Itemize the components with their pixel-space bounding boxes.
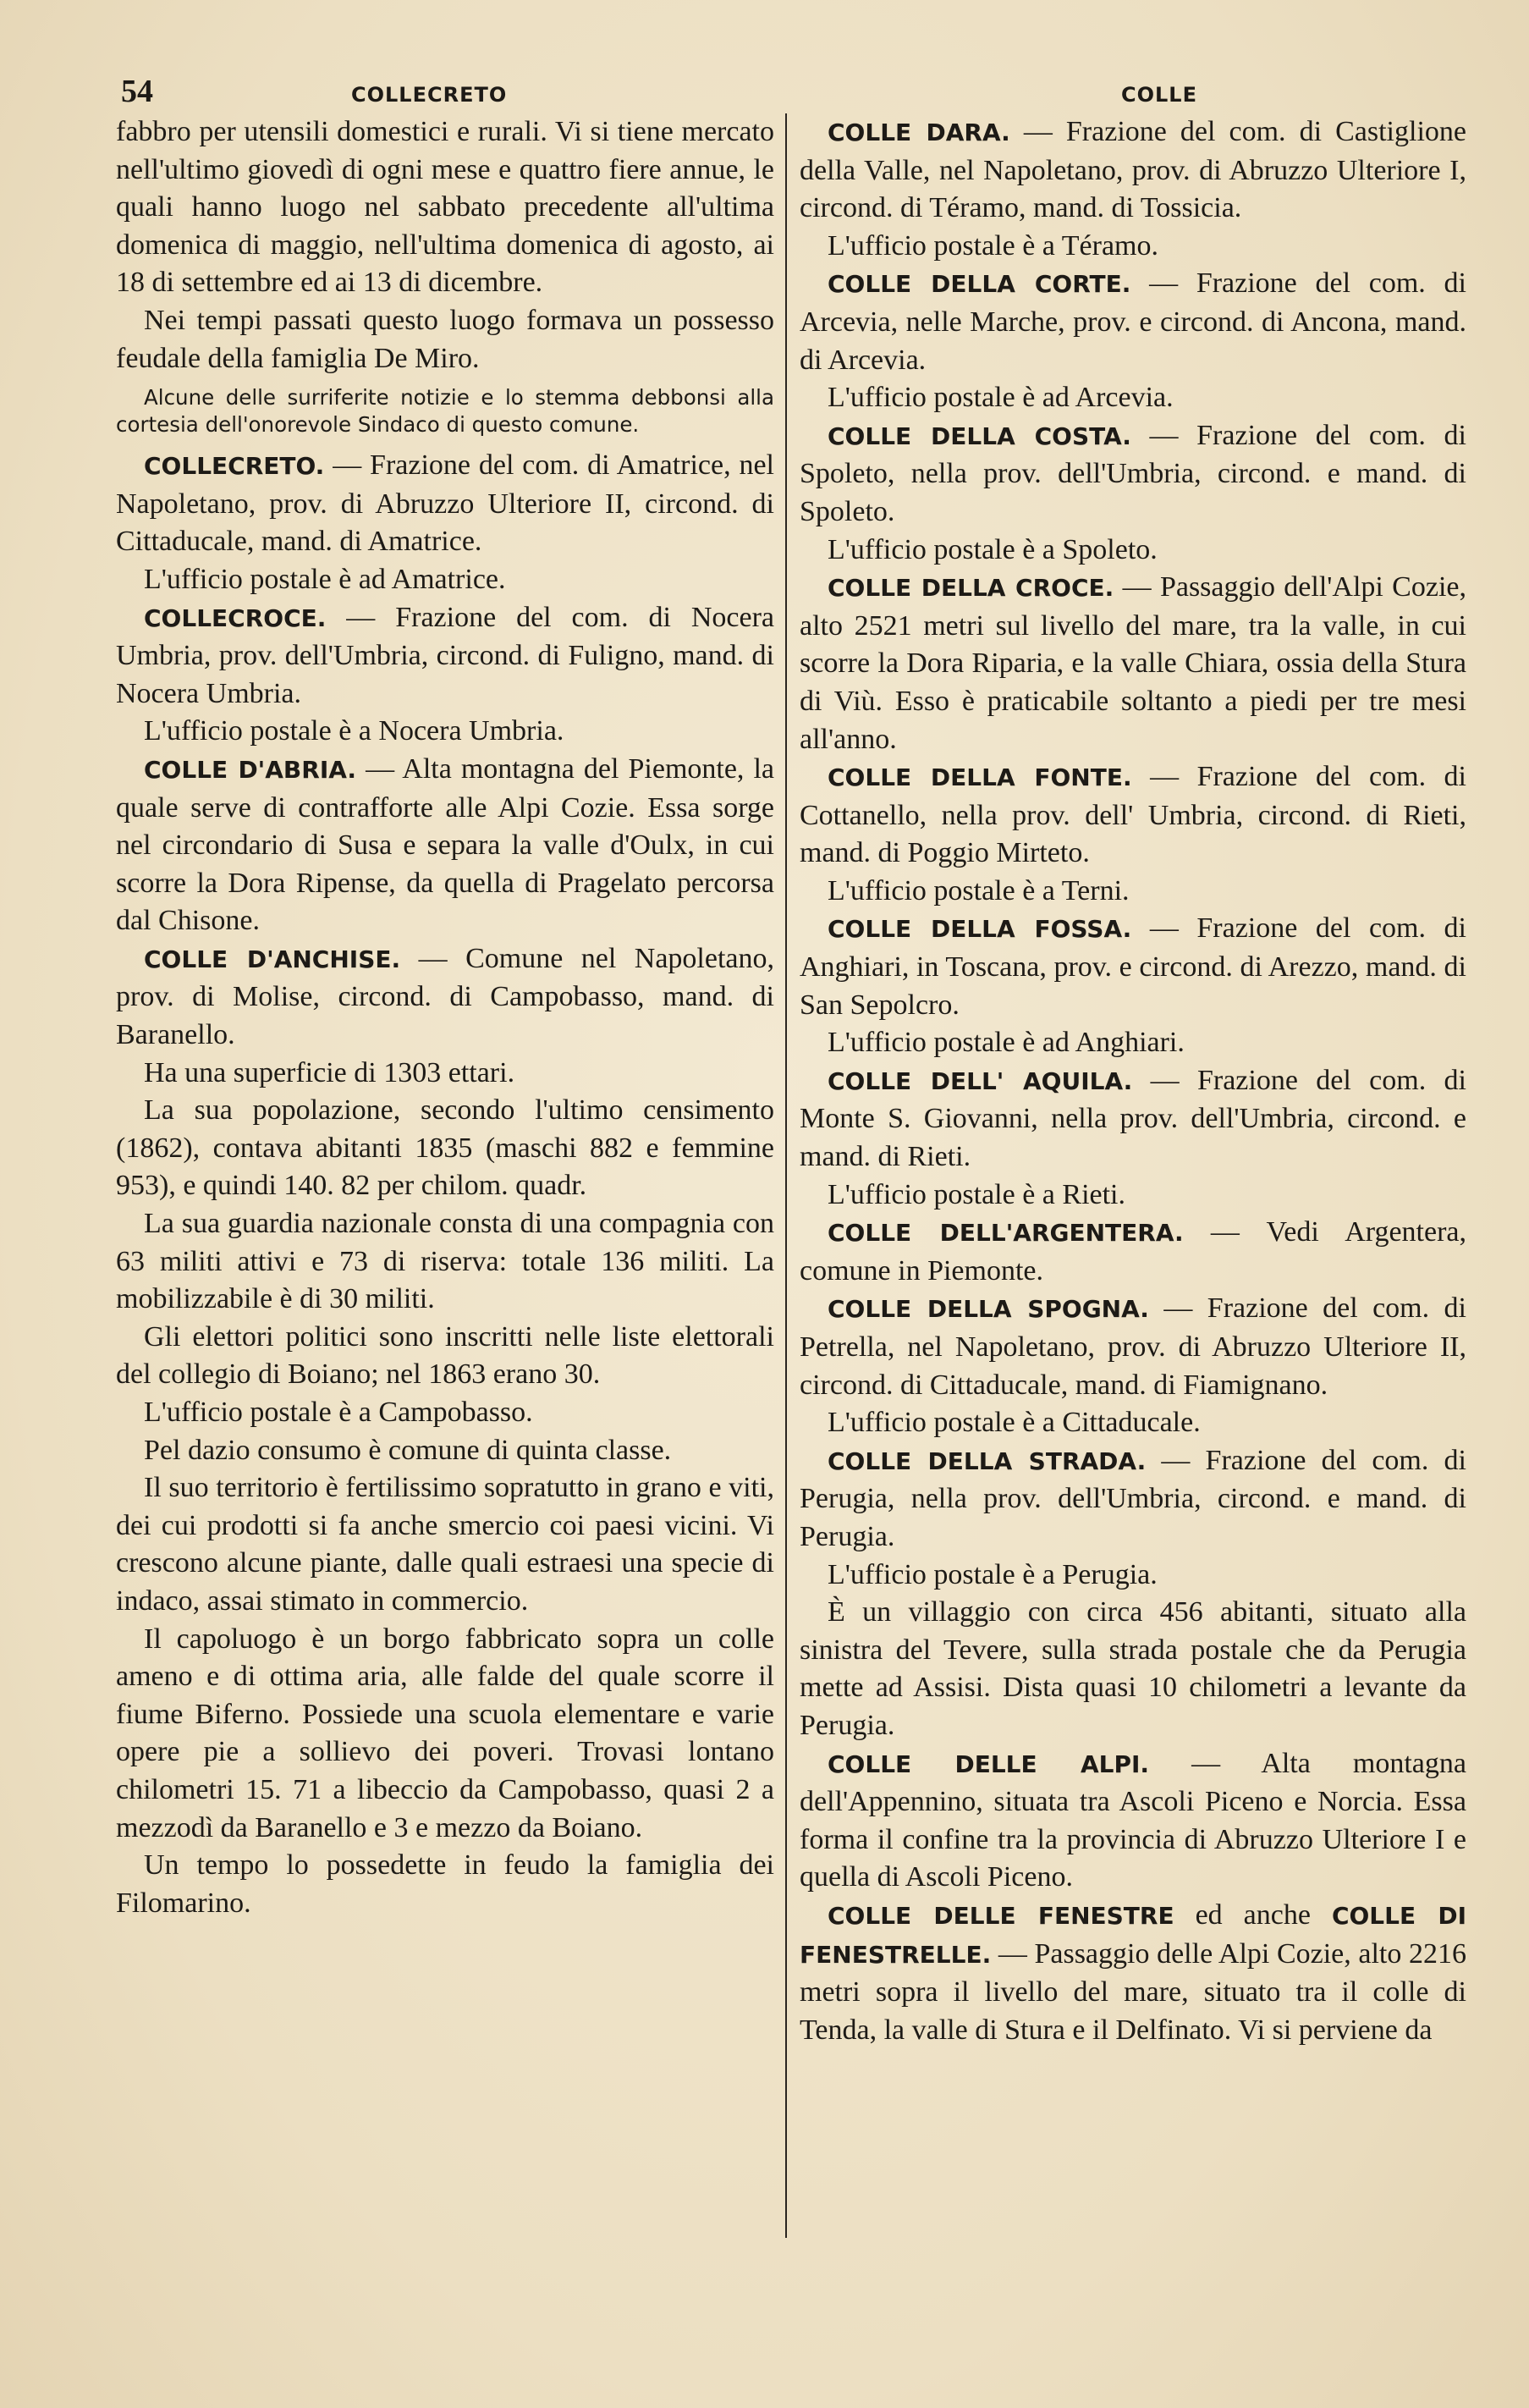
entry-headword: COLLECRETO. (144, 452, 325, 481)
paragraph: L'ufficio postale è ad Arcevia. (828, 382, 1174, 414)
entry-headword: COLLE DELLA FOSSA. (828, 915, 1132, 944)
entry-colle-della-croce: COLLE DELLA CROCE. — Passaggio dell'Alpi Cozie, alto 2521 metri sul livello del mare, tra la valle, in cui scorre la Dora Riparia, e la valle Chiara, ossia della Stura di Viù. Esso è praticabile soltanto a piedi per tre mesi all'anno. (800, 571, 1466, 755)
entry-colle-dell-argentera: COLLE DELL'ARGENTERA. — Vedi Argentera, comune in Piemonte. (800, 1216, 1466, 1287)
paragraph: L'ufficio postale è a Terni. (828, 874, 1130, 906)
entry-colle-dara: COLLE DARA. — Frazione del com. di Castiglione della Valle, nel Napoletano, prov. di Abruzzo Ulteriore I, circond. di Téramo, mand. di Tossicia. (800, 116, 1466, 224)
entry-headword: COLLE D'ANCHISE. (144, 945, 401, 973)
entry-headword: COLLE DI FENESTRELLE. (800, 1901, 1466, 1969)
entry-colle-della-costa: COLLE DELLA COSTA. — Frazione del com. di Spoleto, nella prov. dell'Umbria, circond. e mand. di Spoleto. (800, 419, 1466, 527)
footnote: Alcune delle surriferite notizie e lo stemma debbonsi alla cortesia dell'onorevole Sindaco di questo comune. (116, 385, 774, 438)
entry-headword: COLLE DELL'ARGENTERA. (828, 1219, 1184, 1248)
entry-headword: COLLE DELLE FENESTRE (828, 1901, 1174, 1930)
entry-headword: COLLECROCE. (144, 603, 327, 632)
entry-colle-delle-alpi: COLLE DELLE ALPI. — Alta montagna dell'Appennino, situata tra Ascoli Piceno e Norcia. Essa forma il confine tra la provincia di Abruzzo Ulteriore I e quella di Ascoli Piceno. (800, 1747, 1466, 1893)
paragraph: L'ufficio postale è ad Amatrice. (144, 563, 506, 595)
entry-headword: COLLE DARA. (828, 118, 1010, 146)
paragraph: L'ufficio postale è a Téramo. (828, 229, 1158, 262)
paragraph: L'ufficio postale è a Nocera Umbria. (144, 715, 564, 747)
entry-colle-della-spogna: COLLE DELLA SPOGNA. — Frazione del com. di Petrella, nel Napoletano, prov. di Abruzzo Ulteriore II, circond. di Cittaducale, mand. di Fiamignano. (800, 1292, 1466, 1401)
paragraph: L'ufficio postale è a Cittaducale. (828, 1407, 1201, 1439)
paragraph: La sua guardia nazionale consta di una compagnia con 63 militi attivi e 73 di riserva: totale 136 militi. La mobilizzabile è di 30 militi. (116, 1208, 774, 1315)
page-header (114, 73, 1453, 115)
paragraph: Pel dazio consumo è comune di quinta classe. (144, 1434, 672, 1466)
entry-colle-della-fossa: COLLE DELLA FOSSA. — Frazione del com. di Anghiari, in Toscana, prov. e circond. di Arezzo, mand. di San Sepolcro. (800, 912, 1466, 1021)
entry-colle-della-strada: COLLE DELLA STRADA. — Frazione del com. di Perugia, nella prov. dell'Umbria, circond. e mand. di Perugia. (800, 1444, 1466, 1552)
paragraph: L'ufficio postale è a Rieti. (828, 1178, 1126, 1210)
paragraph: La sua popolazione, secondo l'ultimo censimento (1862), contava abitanti 1835 (maschi 882 e femmine 953), e quindi 140. 82 per chilom. quadr. (116, 1094, 774, 1202)
paragraph: L'ufficio postale è a Spoleto. (828, 533, 1158, 565)
entry-colle-dell-aquila: COLLE DELL' AQUILA. — Frazione del com. di Monte S. Giovanni, nella prov. dell'Umbria, circond. e mand. di Rieti. (800, 1064, 1466, 1173)
running-head-left: COLLECRETO (351, 83, 508, 107)
entry-headword: COLLE DELLA FONTE. (828, 763, 1132, 792)
entry-headword: COLLE DELLE ALPI. (828, 1750, 1150, 1778)
entry-headword: COLLE DELLA SPOGNA. (828, 1295, 1149, 1324)
paragraph: Il capoluogo è un borgo fabbricato sopra un colle ameno e di ottima aria, alle falde del quale scorre il fiume Biferno. Possiede una scuola elementare e varie opere pie a sollievo dei poveri. Trovasi lontano chilometri 15. 71 a libeccio da Campobasso, quasi 2 a mezzodì da Baranello e 3 e mezzo da Boiano. (116, 1623, 774, 1843)
right-column (800, 113, 1466, 2049)
entry-colle-delle-fenestre: COLLE DELLE FENESTRE ed anche COLLE DI FENESTRELLE. — Passaggio delle Alpi Cozie, alto 2216 metri sopra il livello del mare, situato tra il colle di Tenda, la valle di Stura e il Delfinato. Vi si perviene da (800, 1898, 1466, 2046)
paragraph: Un tempo lo possedette in feudo la famiglia dei Filomarino. (116, 1849, 774, 1919)
page-number: 54 (121, 74, 153, 109)
entry-headword: COLLE DELLA STRADA. (828, 1446, 1147, 1475)
entry-headword: COLLE DELLA CORTE. (828, 270, 1131, 299)
entry-colle-della-fonte: COLLE DELLA FONTE. — Frazione del com. di Cottanello, nella prov. dell' Umbria, circond. di Rieti, mand. di Poggio Mirteto. (800, 761, 1466, 869)
entry-collecroce: COLLECROCE. — Frazione del com. di Nocera Umbria, prov. dell'Umbria, circond. di Fuligno, mand. di Nocera Umbria. (116, 601, 774, 709)
entry-headword: COLLE D'ABRIA. (144, 755, 357, 784)
entry-headword: COLLE DELLA CROCE. (828, 574, 1114, 603)
entry-headword: COLLE DELLA COSTA. (828, 422, 1131, 450)
paragraph: L'ufficio postale è a Perugia. (828, 1558, 1158, 1590)
entry-headword: COLLE DELL' AQUILA. (828, 1066, 1133, 1095)
paragraph: È un villaggio con circa 456 abitanti, situato alla sinistra del Tevere, sulla strada postale che da Perugia mette ad Assisi. Dista quasi 10 chilometri a levante da Perugia. (800, 1596, 1466, 1741)
entry-collecreto: COLLECRETO. — Frazione del com. di Amatrice, nel Napoletano, prov. di Abruzzo Ulteriore II, circond. di Cittaducale, mand. di Amatrice. (116, 449, 774, 558)
entry-colle-danchise: COLLE D'ANCHISE. — Comune nel Napoletano, prov. di Molise, circond. di Campobasso, mand. di Baranello. (116, 942, 774, 1051)
left-column (116, 113, 774, 1922)
paragraph: Il suo territorio è fertilissimo sopratutto in grano e viti, dei cui prodotti si fa anche smercio coi paesi vicini. Vi crescono alcune piante, dalle quali estraesi una specie di indaco, assai stimato in commercio. (116, 1472, 774, 1617)
paragraph: fabbro per utensili domestici e rurali. Vi si tiene mercato nell'ultimo giovedì di ogni mese e quattro fiere annue, le quali hanno luogo nel sabbato precedente all'ultima domenica di maggio, nell'ultima domenica di agosto, ai 18 di settembre ed ai 13 di dicembre. (116, 116, 774, 299)
running-head-right: COLLE (1121, 83, 1197, 107)
paragraph: Gli elettori politici sono inscritti nelle liste elettorali del collegio di Boiano; nel 1863 erano 30. (116, 1320, 774, 1391)
entry-colle-della-corte: COLLE DELLA CORTE. — Frazione del com. di Arcevia, nelle Marche, prov. e circond. di Ancona, mand. di Arcevia. (800, 267, 1466, 376)
paragraph: L'ufficio postale è a Campobasso. (144, 1397, 533, 1428)
paragraph: Ha una superficie di 1303 ettari. (144, 1056, 515, 1088)
paragraph: Nei tempi passati questo luogo formava un possesso feudale della famiglia De Miro. (116, 304, 774, 374)
entry-colle-dabria: COLLE D'ABRIA. — Alta montagna del Piemonte, la quale serve di contrafforte alle Alpi Cozie. Essa sorge nel circondario di Susa e separa la valle d'Oulx, in cui scorre la Dora Ripense, da quella di Pragelato percorsa dal Chisone. (116, 752, 774, 937)
column-divider (785, 113, 787, 2238)
paragraph: L'ufficio postale è ad Anghiari. (828, 1027, 1185, 1059)
